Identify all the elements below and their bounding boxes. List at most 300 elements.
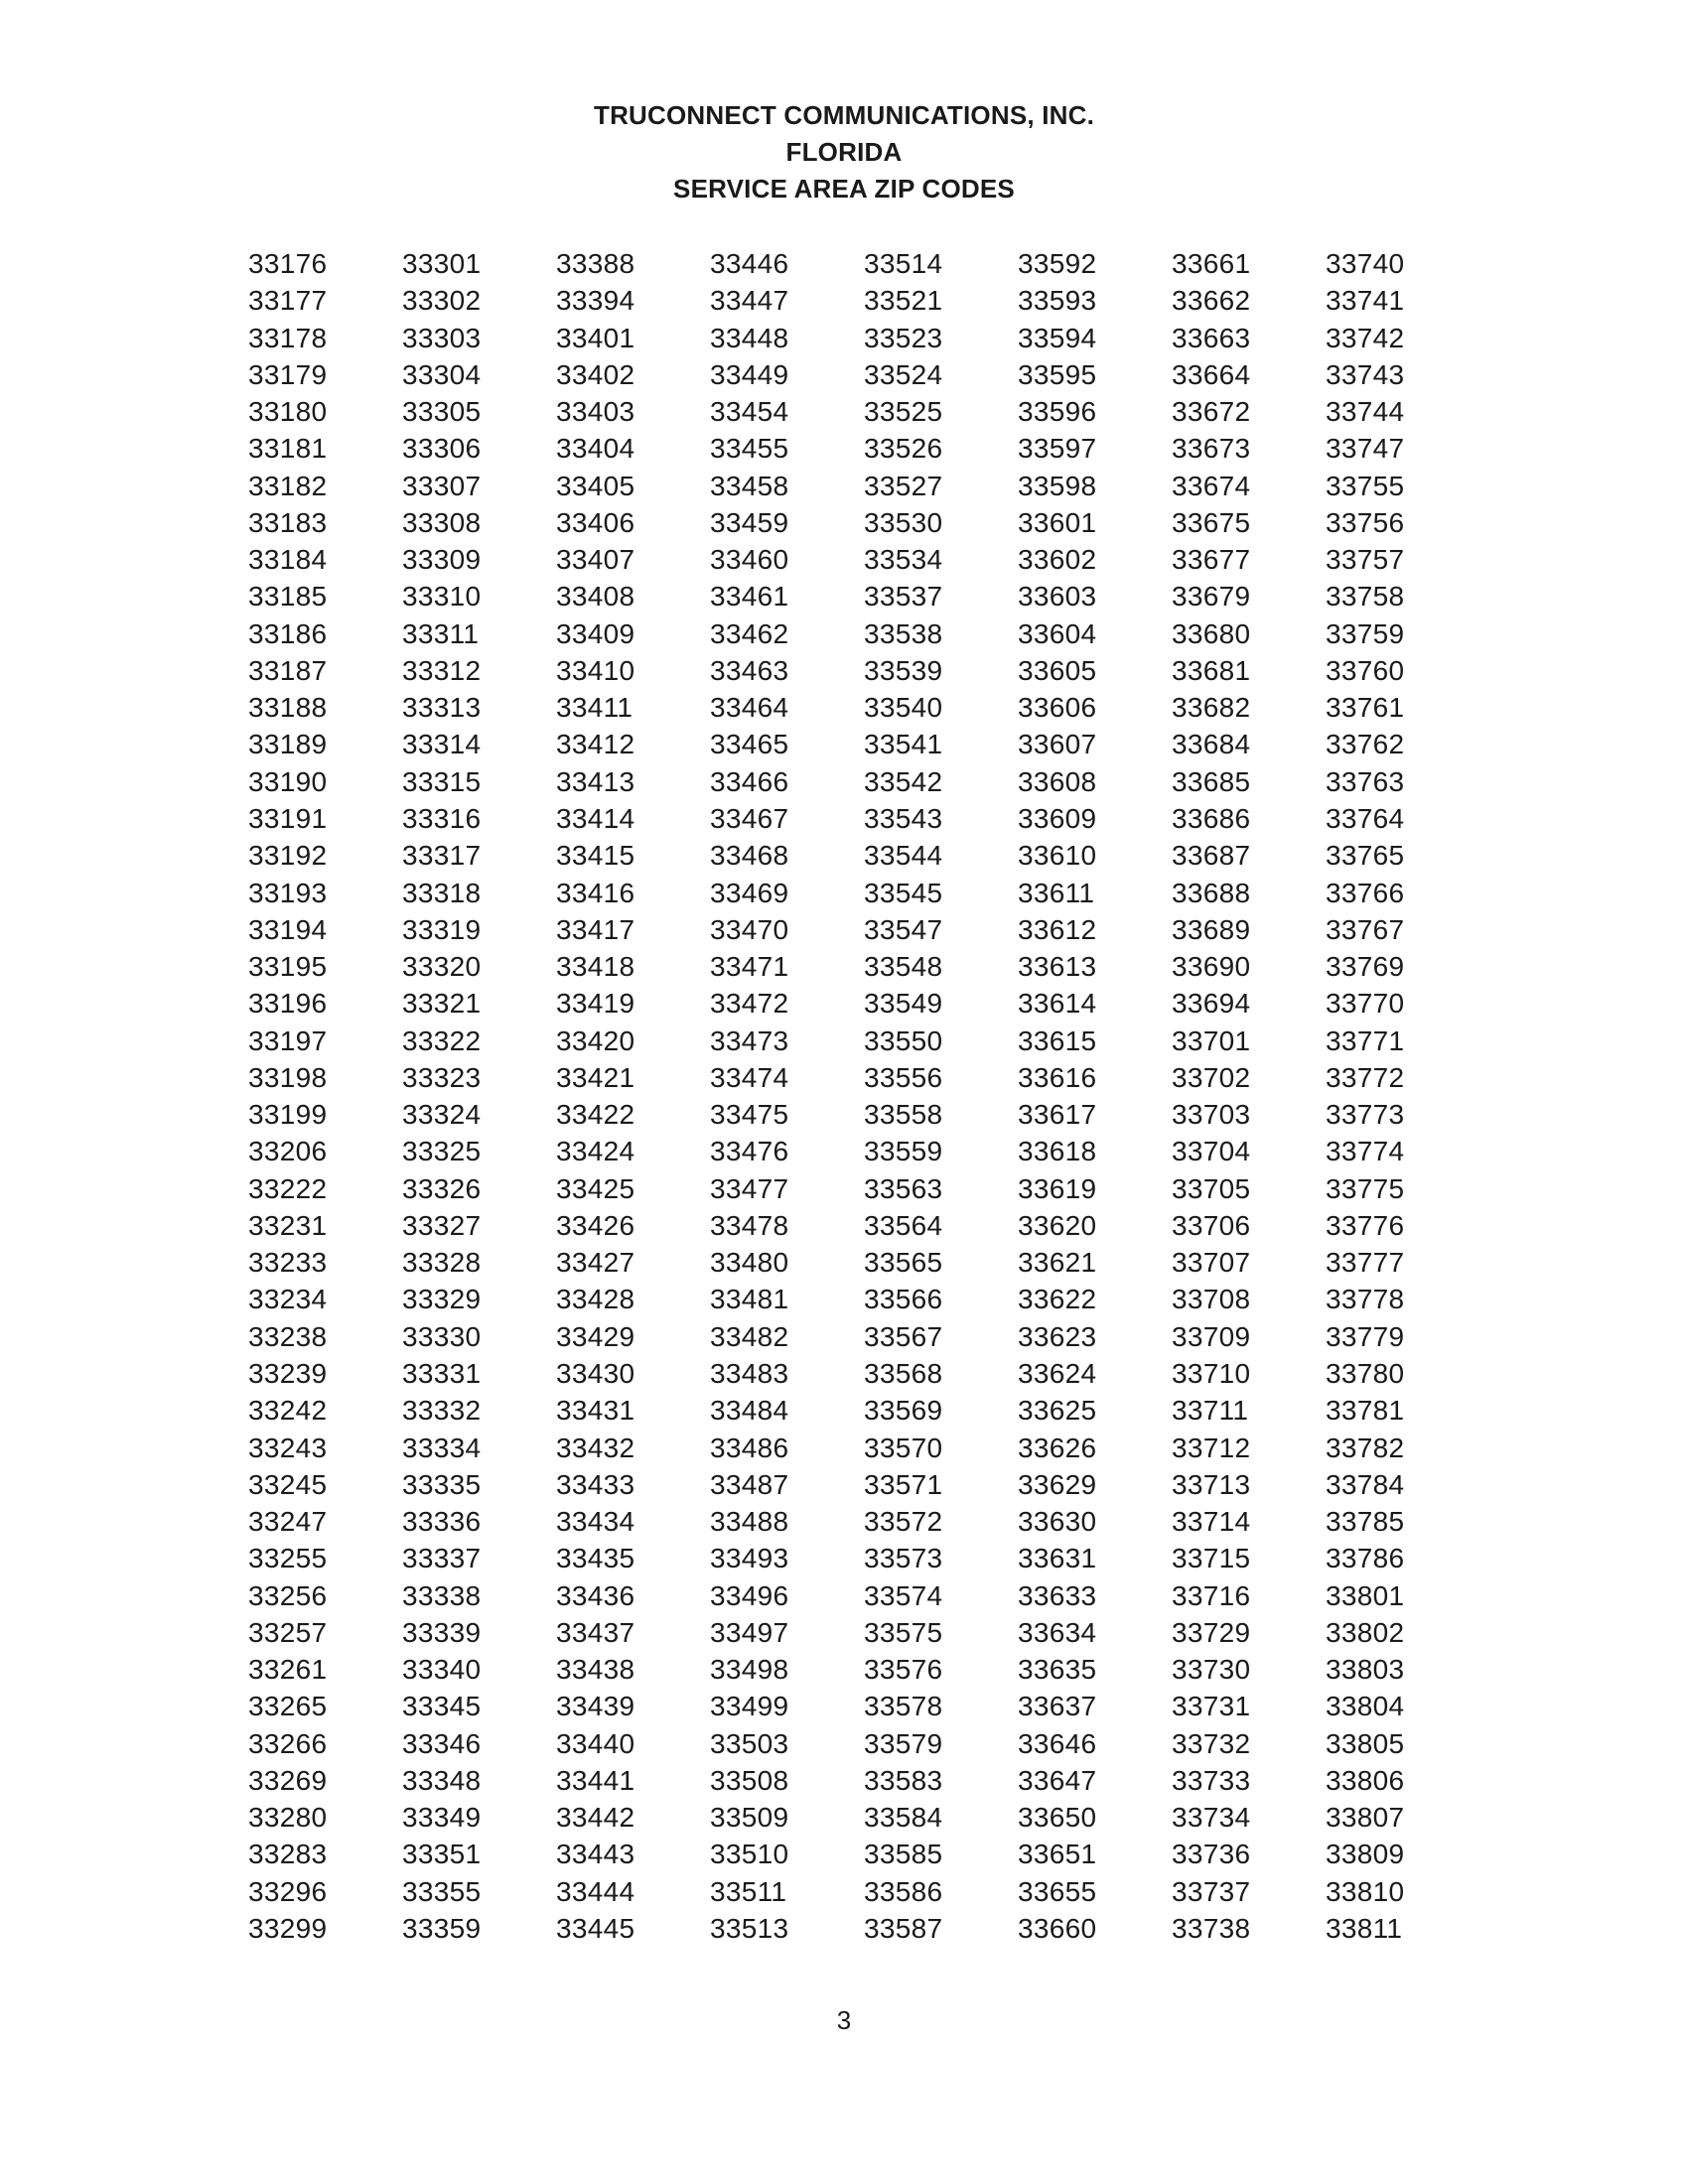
zip-code-cell: 33807 xyxy=(1326,1802,1405,1834)
zip-code-cell: 33646 xyxy=(1018,1727,1097,1759)
zip-code-cell: 33411 xyxy=(556,692,633,724)
zip-code-cell: 33340 xyxy=(402,1654,482,1686)
zip-code-cell: 33459 xyxy=(710,506,789,538)
zip-code-cell: 33472 xyxy=(710,988,789,1020)
zip-code-cell: 33758 xyxy=(1326,581,1405,613)
zip-code-cell: 33178 xyxy=(248,322,328,353)
zip-code-cell: 33301 xyxy=(402,248,482,279)
zip-code-cell: 33280 xyxy=(248,1802,328,1834)
zip-code-cell: 33802 xyxy=(1326,1616,1405,1648)
zip-code-cell: 33462 xyxy=(710,617,789,649)
zip-code-cell: 33803 xyxy=(1326,1654,1405,1686)
zip-code-cell: 33576 xyxy=(864,1654,943,1686)
zip-code-cell: 33763 xyxy=(1326,765,1405,797)
zip-code-cell: 33192 xyxy=(248,840,328,872)
zip-code-cell: 33661 xyxy=(1172,248,1251,279)
zip-code-cell: 33713 xyxy=(1172,1468,1251,1500)
zip-code-cell: 33329 xyxy=(402,1284,482,1315)
zip-code-cell: 33445 xyxy=(556,1912,635,1944)
zip-code-cell: 33413 xyxy=(556,765,635,797)
zip-code-cell: 33566 xyxy=(864,1284,943,1315)
zip-code-cell: 33247 xyxy=(248,1506,328,1538)
zip-code-cell: 33503 xyxy=(710,1727,789,1759)
zip-code-cell: 33686 xyxy=(1172,802,1251,834)
zip-code-cell: 33780 xyxy=(1326,1357,1405,1389)
zip-code-cell: 33786 xyxy=(1326,1543,1405,1574)
zip-code-cell: 33743 xyxy=(1326,358,1405,390)
zip-code-cell: 33190 xyxy=(248,765,328,797)
zip-code-cell: 33585 xyxy=(864,1839,943,1870)
zip-code-cell: 33498 xyxy=(710,1654,789,1686)
zip-code-cell: 33578 xyxy=(864,1691,943,1722)
zip-code-cell: 33191 xyxy=(248,802,328,834)
zip-code-cell: 33784 xyxy=(1326,1468,1405,1500)
zip-code-cell: 33426 xyxy=(556,1209,635,1241)
zip-code-cell: 33425 xyxy=(556,1172,635,1204)
zip-code-cell: 33747 xyxy=(1326,433,1405,465)
zip-code-cell: 33567 xyxy=(864,1320,943,1352)
zip-code-cell: 33569 xyxy=(864,1395,943,1427)
zip-code-cell: 33313 xyxy=(402,692,482,724)
zip-code-cell: 33573 xyxy=(864,1543,943,1574)
zip-code-cell: 33741 xyxy=(1326,285,1405,317)
zip-code-cell: 33337 xyxy=(402,1543,482,1574)
zip-code-cell: 33690 xyxy=(1172,951,1251,983)
zip-code-cell: 33764 xyxy=(1326,802,1405,834)
zip-code-cell: 33625 xyxy=(1018,1395,1097,1427)
zip-code-cell: 33440 xyxy=(556,1727,635,1759)
zip-code-cell: 33303 xyxy=(402,322,482,353)
zip-code-cell: 33437 xyxy=(556,1616,635,1648)
zip-code-cell: 33320 xyxy=(402,951,482,983)
zip-code-cell: 33630 xyxy=(1018,1506,1097,1538)
zip-code-cell: 33689 xyxy=(1172,913,1251,945)
zip-code-cell: 33598 xyxy=(1018,470,1097,501)
zip-code-cell: 33781 xyxy=(1326,1395,1405,1427)
zip-code-cell: 33193 xyxy=(248,877,328,908)
zip-code-cell: 33481 xyxy=(710,1284,789,1315)
zip-code-cell: 33319 xyxy=(402,913,482,945)
zip-code-cell: 33738 xyxy=(1172,1912,1251,1944)
zip-code-cell: 33572 xyxy=(864,1506,943,1538)
document-subtitle: SERVICE AREA ZIP CODES xyxy=(673,174,1015,204)
zip-code-cell: 33345 xyxy=(402,1691,482,1722)
zip-code-cell: 33765 xyxy=(1326,840,1405,872)
zip-code-cell: 33634 xyxy=(1018,1616,1097,1648)
zip-code-cell: 33655 xyxy=(1018,1875,1097,1907)
zip-code-cell: 33460 xyxy=(710,544,789,576)
zip-code-cell: 33548 xyxy=(864,951,943,983)
zip-code-cell: 33414 xyxy=(556,802,635,834)
zip-code-cell: 33537 xyxy=(864,581,943,613)
zip-code-cell: 33477 xyxy=(710,1172,789,1204)
zip-code-cell: 33775 xyxy=(1326,1172,1405,1204)
zip-code-cell: 33766 xyxy=(1326,877,1405,908)
zip-code-cell: 33466 xyxy=(710,765,789,797)
zip-code-cell: 33349 xyxy=(402,1802,482,1834)
zip-code-cell: 33255 xyxy=(248,1543,328,1574)
zip-code-cell: 33317 xyxy=(402,840,482,872)
zip-code-cell: 33436 xyxy=(556,1579,635,1611)
zip-code-cell: 33242 xyxy=(248,1395,328,1427)
zip-code-cell: 33740 xyxy=(1326,248,1405,279)
zip-code-cell: 33729 xyxy=(1172,1616,1251,1648)
zip-code-cell: 33493 xyxy=(710,1543,789,1574)
zip-code-cell: 33731 xyxy=(1172,1691,1251,1722)
zip-code-cell: 33556 xyxy=(864,1061,943,1093)
zip-code-cell: 33759 xyxy=(1326,617,1405,649)
zip-code-cell: 33449 xyxy=(710,358,789,390)
zip-code-cell: 33222 xyxy=(248,1172,328,1204)
zip-code-cell: 33623 xyxy=(1018,1320,1097,1352)
zip-code-cell: 33496 xyxy=(710,1579,789,1611)
zip-code-cell: 33328 xyxy=(402,1247,482,1279)
zip-code-cell: 33624 xyxy=(1018,1357,1097,1389)
zip-code-cell: 33701 xyxy=(1172,1024,1251,1056)
zip-code-cell: 33708 xyxy=(1172,1284,1251,1315)
zip-code-cell: 33782 xyxy=(1326,1432,1405,1463)
zip-code-cell: 33469 xyxy=(710,877,789,908)
zip-code-cell: 33408 xyxy=(556,581,635,613)
zip-code-cell: 33809 xyxy=(1326,1839,1405,1870)
zip-code-cell: 33664 xyxy=(1172,358,1251,390)
zip-code-cell: 33617 xyxy=(1018,1099,1097,1131)
zip-code-cell: 33256 xyxy=(248,1579,328,1611)
zip-code-cell: 33186 xyxy=(248,617,328,649)
zip-code-cell: 33464 xyxy=(710,692,789,724)
zip-code-cell: 33233 xyxy=(248,1247,328,1279)
zip-code-cell: 33339 xyxy=(402,1616,482,1648)
zip-code-cell: 33475 xyxy=(710,1099,789,1131)
zip-code-cell: 33606 xyxy=(1018,692,1097,724)
zip-code-cell: 33811 xyxy=(1326,1912,1403,1944)
zip-code-cell: 33672 xyxy=(1172,396,1251,428)
zip-code-cell: 33565 xyxy=(864,1247,943,1279)
zip-code-cell: 33465 xyxy=(710,729,789,760)
zip-code-cell: 33325 xyxy=(402,1136,482,1167)
zip-code-cell: 33185 xyxy=(248,581,328,613)
zip-code-cell: 33355 xyxy=(402,1875,482,1907)
zip-code-cell: 33680 xyxy=(1172,617,1251,649)
zip-code-cell: 33592 xyxy=(1018,248,1097,279)
zip-code-cell: 33525 xyxy=(864,396,943,428)
zip-code-cell: 33330 xyxy=(402,1320,482,1352)
zip-code-cell: 33594 xyxy=(1018,322,1097,353)
zip-code-cell: 33188 xyxy=(248,692,328,724)
zip-code-cell: 33438 xyxy=(556,1654,635,1686)
zip-code-cell: 33675 xyxy=(1172,506,1251,538)
zip-code-cell: 33663 xyxy=(1172,322,1251,353)
zip-code-cell: 33805 xyxy=(1326,1727,1405,1759)
zip-code-cell: 33688 xyxy=(1172,877,1251,908)
zip-code-cell: 33199 xyxy=(248,1099,328,1131)
zip-code-cell: 33777 xyxy=(1326,1247,1405,1279)
zip-code-cell: 33346 xyxy=(402,1727,482,1759)
zip-code-cell: 33705 xyxy=(1172,1172,1251,1204)
zip-code-cell: 33702 xyxy=(1172,1061,1251,1093)
zip-code-cell: 33304 xyxy=(402,358,482,390)
zip-code-cell: 33534 xyxy=(864,544,943,576)
zip-code-cell: 33265 xyxy=(248,1691,328,1722)
zip-code-cell: 33394 xyxy=(556,285,635,317)
zip-code-cell: 33305 xyxy=(402,396,482,428)
zip-code-cell: 33626 xyxy=(1018,1432,1097,1463)
zip-code-cell: 33448 xyxy=(710,322,789,353)
zip-code-cell: 33194 xyxy=(248,913,328,945)
zip-code-cell: 33422 xyxy=(556,1099,635,1131)
zip-code-cell: 33483 xyxy=(710,1357,789,1389)
zip-code-cell: 33432 xyxy=(556,1432,635,1463)
zip-code-cell: 33497 xyxy=(710,1616,789,1648)
zip-code-cell: 33755 xyxy=(1326,470,1405,501)
zip-code-cell: 33261 xyxy=(248,1654,328,1686)
zip-code-cell: 33482 xyxy=(710,1320,789,1352)
zip-code-cell: 33183 xyxy=(248,506,328,538)
zip-code-cell: 33526 xyxy=(864,433,943,465)
zip-code-cell: 33611 xyxy=(1018,877,1095,908)
zip-code-cell: 33732 xyxy=(1172,1727,1251,1759)
zip-code-cell: 33613 xyxy=(1018,951,1097,983)
zip-code-cell: 33558 xyxy=(864,1099,943,1131)
zip-code-cell: 33760 xyxy=(1326,654,1405,686)
zip-code-cell: 33511 xyxy=(710,1875,787,1907)
zip-code-cell: 33559 xyxy=(864,1136,943,1167)
zip-code-cell: 33618 xyxy=(1018,1136,1097,1167)
document-header xyxy=(0,97,1688,207)
zip-code-cell: 33433 xyxy=(556,1468,635,1500)
zip-code-cell: 33681 xyxy=(1172,654,1251,686)
zip-code-cell: 33348 xyxy=(402,1764,482,1796)
zip-code-cell: 33508 xyxy=(710,1764,789,1796)
zip-code-cell: 33762 xyxy=(1326,729,1405,760)
zip-code-cell: 33543 xyxy=(864,802,943,834)
zip-code-cell: 33549 xyxy=(864,988,943,1020)
zip-code-cell: 33514 xyxy=(864,248,943,279)
zip-code-cell: 33421 xyxy=(556,1061,635,1093)
zip-code-cell: 33486 xyxy=(710,1432,789,1463)
zip-code-cell: 33307 xyxy=(402,470,482,501)
zip-code-cell: 33779 xyxy=(1326,1320,1405,1352)
zip-code-cell: 33404 xyxy=(556,433,635,465)
zip-code-cell: 33605 xyxy=(1018,654,1097,686)
zip-code-cell: 33513 xyxy=(710,1912,789,1944)
zip-code-cell: 33772 xyxy=(1326,1061,1405,1093)
zip-code-cell: 33733 xyxy=(1172,1764,1251,1796)
page-number: 3 xyxy=(836,2005,852,2035)
zip-code-cell: 33744 xyxy=(1326,396,1405,428)
zip-code-cell: 33403 xyxy=(556,396,635,428)
zip-code-cell: 33769 xyxy=(1326,951,1405,983)
zip-code-cell: 33323 xyxy=(402,1061,482,1093)
zip-code-cell: 33321 xyxy=(402,988,482,1020)
zip-code-cell: 33547 xyxy=(864,913,943,945)
zip-code-cell: 33431 xyxy=(556,1395,635,1427)
zip-code-cell: 33306 xyxy=(402,433,482,465)
zip-code-cell: 33767 xyxy=(1326,913,1405,945)
zip-code-cell: 33563 xyxy=(864,1172,943,1204)
zip-code-cell: 33757 xyxy=(1326,544,1405,576)
zip-code-cell: 33269 xyxy=(248,1764,328,1796)
zip-code-cell: 33521 xyxy=(864,285,943,317)
zip-code-cell: 33530 xyxy=(864,506,943,538)
zip-code-cell: 33602 xyxy=(1018,544,1097,576)
state-name: FLORIDA xyxy=(785,137,903,167)
zip-code-cell: 33677 xyxy=(1172,544,1251,576)
zip-code-cell: 33650 xyxy=(1018,1802,1097,1834)
zip-code-cell: 33443 xyxy=(556,1839,635,1870)
zip-code-cell: 33579 xyxy=(864,1727,943,1759)
zip-code-cell: 33673 xyxy=(1172,433,1251,465)
zip-code-cell: 33419 xyxy=(556,988,635,1020)
zip-code-cell: 33776 xyxy=(1326,1209,1405,1241)
zip-code-cell: 33406 xyxy=(556,506,635,538)
zip-code-cell: 33736 xyxy=(1172,1839,1251,1870)
zip-code-cell: 33299 xyxy=(248,1912,328,1944)
zip-code-cell: 33314 xyxy=(402,729,482,760)
zip-code-cell: 33182 xyxy=(248,470,328,501)
zip-code-cell: 33682 xyxy=(1172,692,1251,724)
zip-code-cell: 33463 xyxy=(710,654,789,686)
zip-code-cell: 33707 xyxy=(1172,1247,1251,1279)
zip-code-cell: 33177 xyxy=(248,285,328,317)
zip-code-cell: 33441 xyxy=(556,1764,635,1796)
zip-code-cell: 33474 xyxy=(710,1061,789,1093)
zip-code-cell: 33607 xyxy=(1018,729,1097,760)
zip-code-cell: 33444 xyxy=(556,1875,635,1907)
zip-code-cell: 33468 xyxy=(710,840,789,872)
zip-code-cell: 33245 xyxy=(248,1468,328,1500)
zip-code-cell: 33309 xyxy=(402,544,482,576)
zip-code-cell: 33597 xyxy=(1018,433,1097,465)
zip-code-cell: 33322 xyxy=(402,1024,482,1056)
zip-code-cell: 33181 xyxy=(248,433,328,465)
zip-code-cell: 33302 xyxy=(402,285,482,317)
zip-code-cell: 33359 xyxy=(402,1912,482,1944)
zip-code-cell: 33612 xyxy=(1018,913,1097,945)
zip-code-cell: 33542 xyxy=(864,765,943,797)
zip-code-cell: 33418 xyxy=(556,951,635,983)
zip-code-cell: 33771 xyxy=(1326,1024,1405,1056)
zip-code-cell: 33621 xyxy=(1018,1247,1097,1279)
zip-code-cell: 33243 xyxy=(248,1432,328,1463)
zip-code-cell: 33334 xyxy=(402,1432,482,1463)
zip-code-cell: 33315 xyxy=(402,765,482,797)
zip-code-cell: 33709 xyxy=(1172,1320,1251,1352)
zip-code-cell: 33179 xyxy=(248,358,328,390)
zip-code-cell: 33711 xyxy=(1172,1395,1249,1427)
zip-code-cell: 33324 xyxy=(402,1099,482,1131)
zip-code-cell: 33596 xyxy=(1018,396,1097,428)
zip-code-cell: 33714 xyxy=(1172,1506,1251,1538)
zip-code-cell: 33484 xyxy=(710,1395,789,1427)
zip-code-cell: 33318 xyxy=(402,877,482,908)
zip-code-cell: 33538 xyxy=(864,617,943,649)
zip-code-cell: 33412 xyxy=(556,729,635,760)
zip-code-cell: 33806 xyxy=(1326,1764,1405,1796)
zip-code-cell: 33331 xyxy=(402,1357,482,1389)
zip-code-cell: 33785 xyxy=(1326,1506,1405,1538)
zip-code-cell: 33195 xyxy=(248,951,328,983)
zip-code-cell: 33446 xyxy=(710,248,789,279)
zip-code-cell: 33679 xyxy=(1172,581,1251,613)
zip-code-cell: 33416 xyxy=(556,877,635,908)
zip-code-cell: 33189 xyxy=(248,729,328,760)
zip-code-cell: 33470 xyxy=(710,913,789,945)
zip-code-table xyxy=(248,245,1479,1953)
zip-code-cell: 33326 xyxy=(402,1172,482,1204)
zip-code-cell: 33478 xyxy=(710,1209,789,1241)
zip-code-cell: 33439 xyxy=(556,1691,635,1722)
zip-code-cell: 33509 xyxy=(710,1802,789,1834)
zip-code-cell: 33610 xyxy=(1018,840,1097,872)
zip-code-cell: 33476 xyxy=(710,1136,789,1167)
zip-code-cell: 33351 xyxy=(402,1839,482,1870)
zip-code-cell: 33410 xyxy=(556,654,635,686)
zip-code-cell: 33574 xyxy=(864,1579,943,1611)
zip-code-cell: 33316 xyxy=(402,802,482,834)
zip-code-cell: 33427 xyxy=(556,1247,635,1279)
zip-code-cell: 33593 xyxy=(1018,285,1097,317)
zip-code-cell: 33488 xyxy=(710,1506,789,1538)
zip-code-cell: 33180 xyxy=(248,396,328,428)
zip-code-cell: 33524 xyxy=(864,358,943,390)
zip-code-cell: 33801 xyxy=(1326,1579,1405,1611)
zip-code-cell: 33266 xyxy=(248,1727,328,1759)
zip-code-cell: 33737 xyxy=(1172,1875,1251,1907)
zip-code-cell: 33716 xyxy=(1172,1579,1251,1611)
zip-code-cell: 33308 xyxy=(402,506,482,538)
zip-code-cell: 33198 xyxy=(248,1061,328,1093)
zip-code-cell: 33197 xyxy=(248,1024,328,1056)
zip-code-cell: 33635 xyxy=(1018,1654,1097,1686)
zip-code-cell: 33633 xyxy=(1018,1579,1097,1611)
zip-code-cell: 33660 xyxy=(1018,1912,1097,1944)
zip-code-cell: 33710 xyxy=(1172,1357,1251,1389)
zip-code-cell: 33257 xyxy=(248,1616,328,1648)
zip-code-cell: 33687 xyxy=(1172,840,1251,872)
zip-code-cell: 33595 xyxy=(1018,358,1097,390)
zip-code-cell: 33539 xyxy=(864,654,943,686)
zip-code-cell: 33544 xyxy=(864,840,943,872)
zip-code-cell: 33703 xyxy=(1172,1099,1251,1131)
zip-code-cell: 33458 xyxy=(710,470,789,501)
zip-code-cell: 33631 xyxy=(1018,1543,1097,1574)
zip-code-cell: 33620 xyxy=(1018,1209,1097,1241)
zip-code-cell: 33455 xyxy=(710,433,789,465)
zip-code-cell: 33570 xyxy=(864,1432,943,1463)
zip-code-cell: 33629 xyxy=(1018,1468,1097,1500)
zip-code-cell: 33564 xyxy=(864,1209,943,1241)
zip-code-cell: 33550 xyxy=(864,1024,943,1056)
zip-code-cell: 33685 xyxy=(1172,765,1251,797)
zip-code-cell: 33575 xyxy=(864,1616,943,1648)
zip-code-cell: 33684 xyxy=(1172,729,1251,760)
zip-code-cell: 33176 xyxy=(248,248,328,279)
zip-code-cell: 33706 xyxy=(1172,1209,1251,1241)
zip-code-cell: 33568 xyxy=(864,1357,943,1389)
zip-code-cell: 33527 xyxy=(864,470,943,501)
zip-code-cell: 33587 xyxy=(864,1912,943,1944)
zip-code-cell: 33312 xyxy=(402,654,482,686)
zip-code-cell: 33430 xyxy=(556,1357,635,1389)
zip-code-cell: 33571 xyxy=(864,1468,943,1500)
zip-code-cell: 33429 xyxy=(556,1320,635,1352)
zip-code-cell: 33311 xyxy=(402,617,480,649)
zip-code-cell: 33499 xyxy=(710,1691,789,1722)
zip-code-cell: 33206 xyxy=(248,1136,328,1167)
zip-code-cell: 33196 xyxy=(248,988,328,1020)
zip-code-cell: 33187 xyxy=(248,654,328,686)
